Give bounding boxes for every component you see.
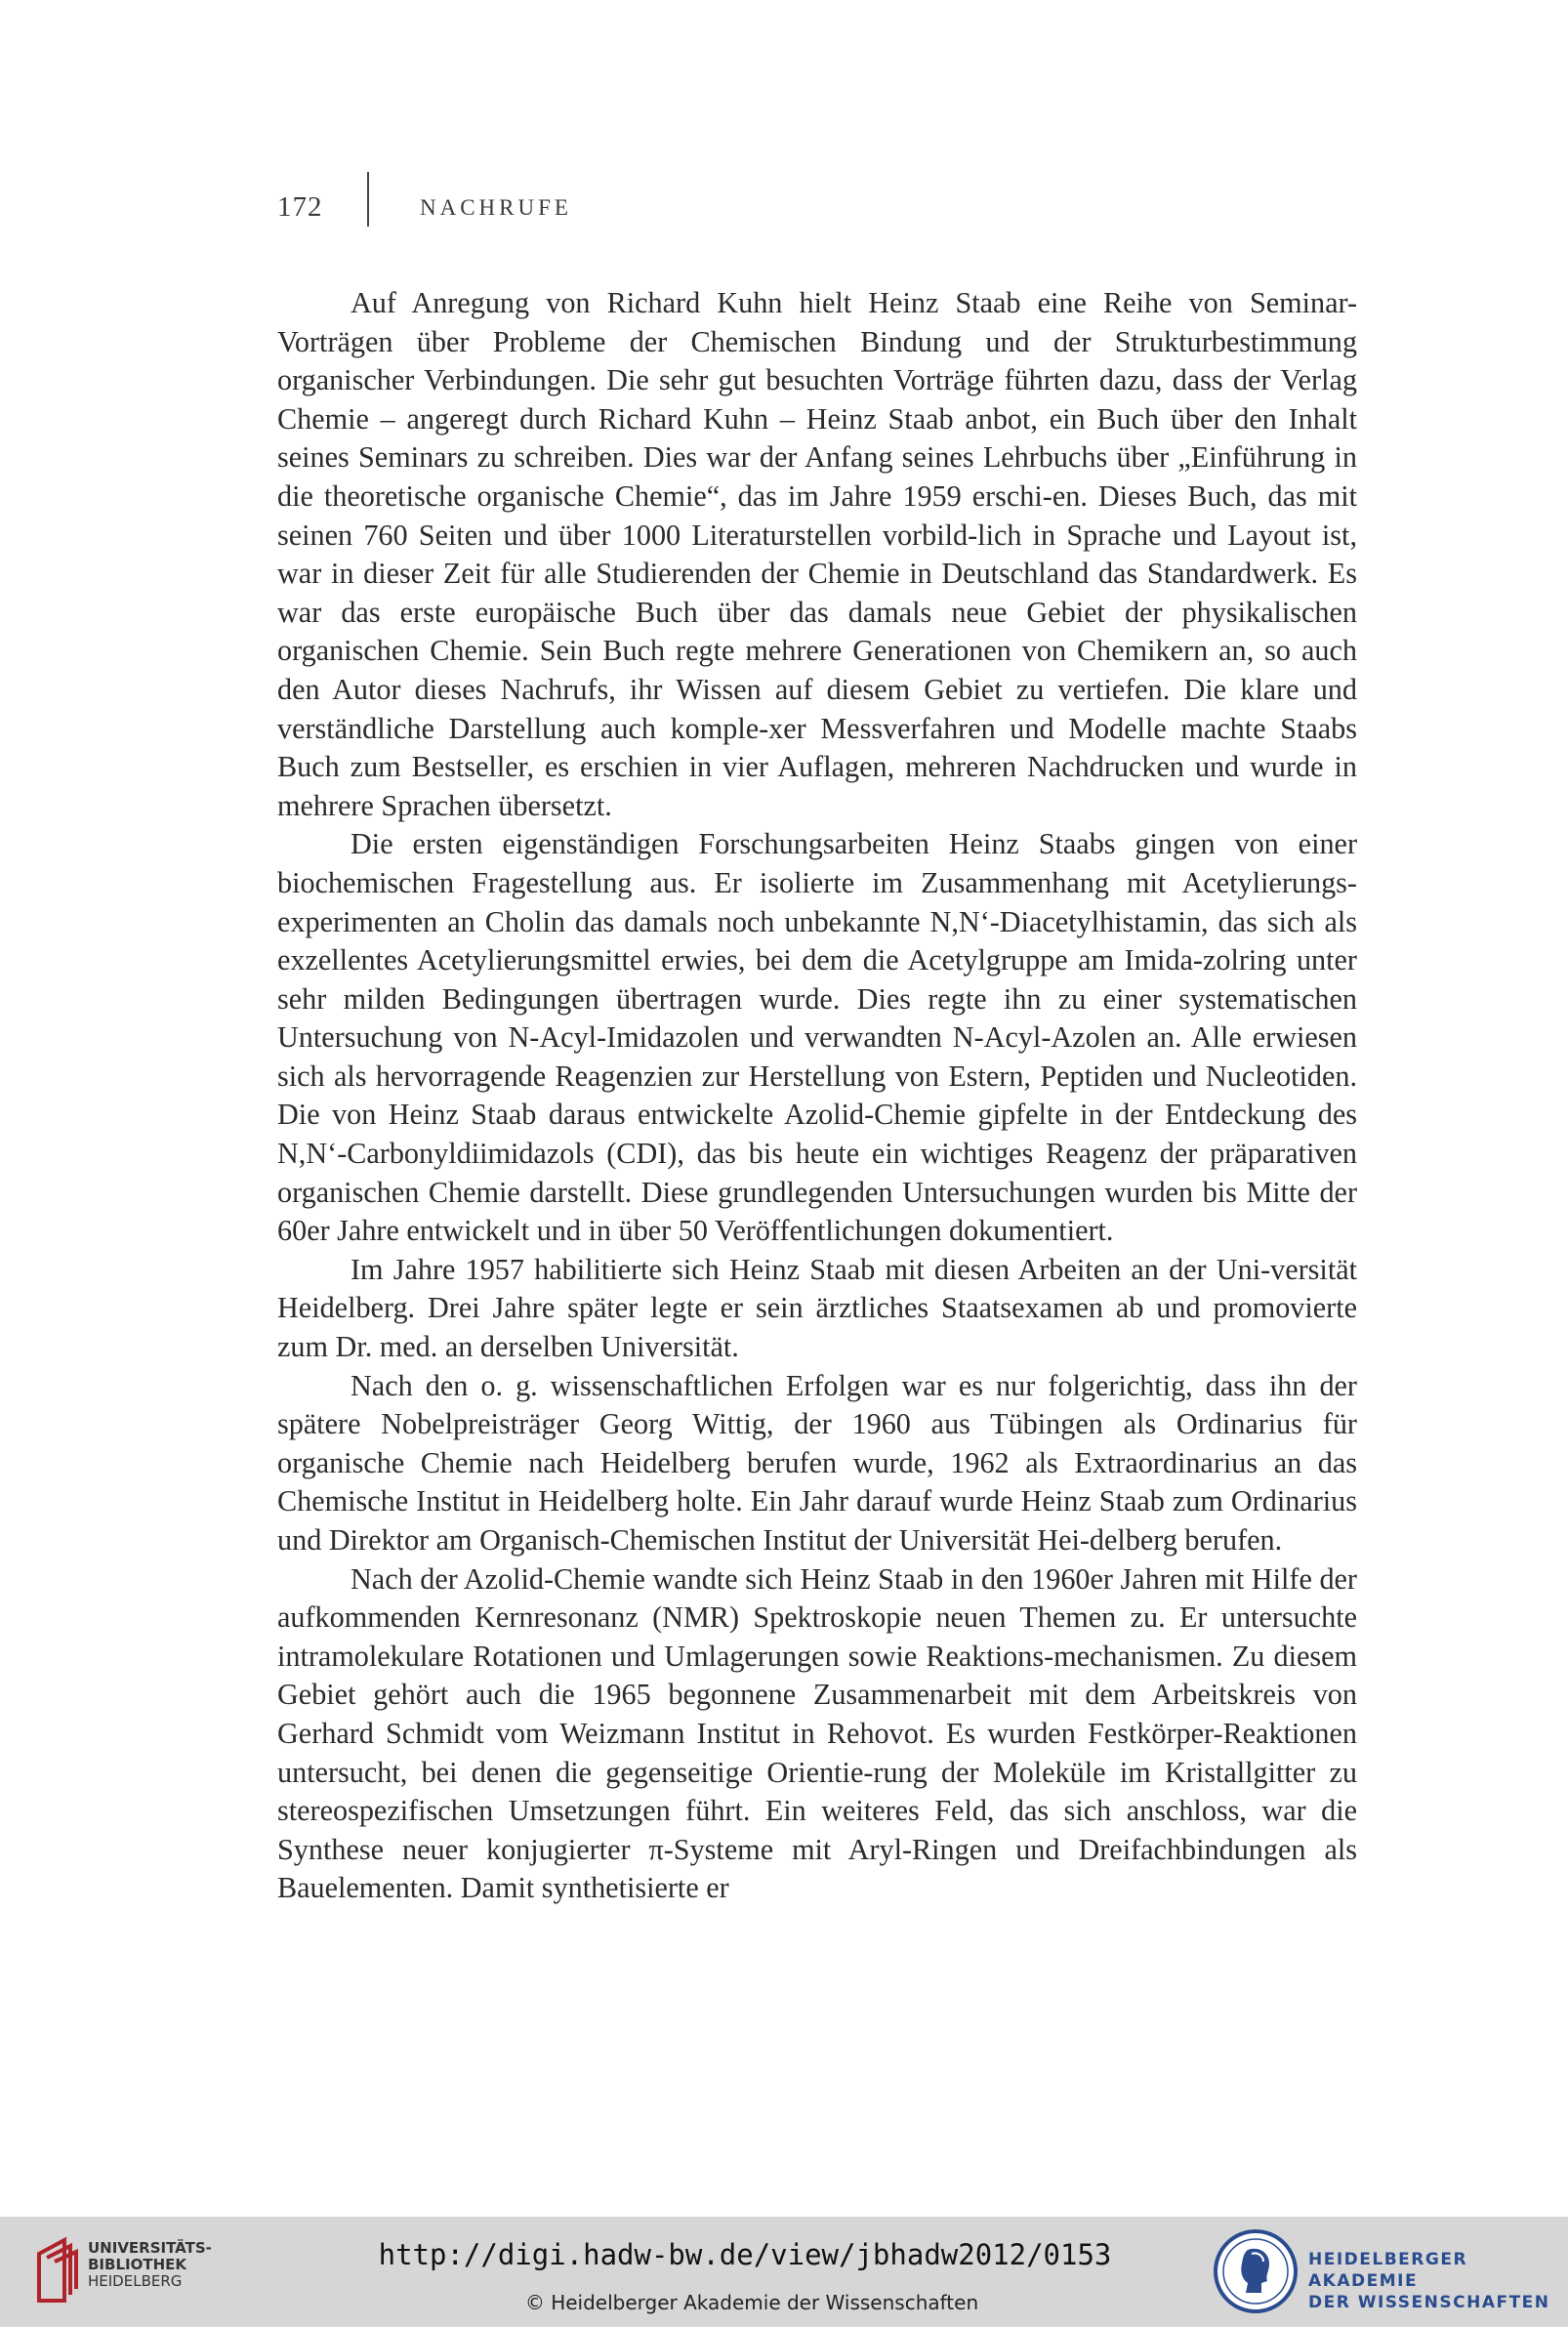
paragraph: Die ersten eigenständigen Forschungsarbeiten Heinz Staabs gingen von einer biochemischen Fragestellung aus. Er isolierte im Zusammenhang mit Acetylierungs-experimenten an Cholin das damals noch unbekannte N,N‘-Diacetylhistamin, das sich als exzellentes Acetylierungsmittel erwies, bei dem die Acetylgruppe am Imida-zolring unter sehr milden Bedingungen übertragen wurde. Dies regte ihn zu einer systematischen Untersuchung von N-Acyl-Imidazolen und verwandten N-Acyl-Azolen an. Alle erwiesen sich als hervorragende Reagenzien zur Herstellung von Estern, Peptiden und Nucleotiden. Die von Heinz Staab daraus entwickelte Azolid-Chemie gipfelte in der Entdeckung des N,N‘-Carbonyldiimidazols (CDI), das bis heute ein wichtiges Reagenz der präparativen organischen Chemie darstellt. Diese grundlegenden Untersuchungen wurden bis Mitte der 60er Jahre entwickelt und in über 50 Veröffentlichungen dokumentiert. [277,827,1357,1248]
library-name-line: UNIVERSITÄTS- [88,2239,212,2257]
page-number: 172 [277,191,323,223]
copyright-notice: © Heidelberger Akademie der Wissenschaften [524,2291,979,2314]
paragraph: Im Jahre 1957 habilitierte sich Heinz Staab mit diesen Arbeiten an der Uni-versität Heidelberg. Drei Jahre später legte er sein ärztliches Staatsexamen ab und promovierte zum Dr. med. an derselben Universität. [277,1252,1357,1364]
academy-name-line: DER WISSENSCHAFTEN [1308,2293,1550,2312]
header-divider [367,172,369,227]
paragraph: Nach der Azolid-Chemie wandte sich Heinz Staab in den 1960er Jahren mit Hilfe der aufkommenden Kernresonanz (NMR) Spektroskopie neuen Themen zu. Er untersuchte intramolekulare Rotationen und Umlagerungen sowie Reaktions-mechanismen. Zu diesem Gebiet gehört auch die 1965 begonnene Zusammenarbeit mit dem Arbeitskreis von Gerhard Schmidt vom Weizmann Institut in Rehovot. Es wurden Festkörper-Reaktionen untersucht, bei denen die gegenseitige Orientie-rung der Moleküle im Kristallgitter zu stereospezifischen Umsetzungen führt. Ein weiteres Feld, das sich anschloss, war die Synthese neuer konjugierter π-Systeme mit Aryl-Ringen und Dreifachbindungen als Bauelementen. Damit synthetisierte er [277,1561,1357,1905]
library-name-line: HEIDELBERG [88,2272,183,2290]
digitization-footer [0,2217,1568,2327]
academy-name [1308,2249,1568,2313]
paragraph: Nach den o. g. wissenschaftlichen Erfolgen war es nur folgerichtig, dass ihn der spätere Nobelpreisträger Georg Wittig, der 1960 aus Tübingen als Ordinarius für organische Chemie nach Heidelberg berufen wurde, 1962 als Extraordinarius an das Chemische Institut in Heidelberg holte. Ein Jahr darauf wurde Heinz Staab zum Ordinarius und Direktor am Organisch-Chemischen Institut der Universität Hei-delberg berufen. [277,1368,1357,1557]
body-text [277,284,1357,1908]
academy-seal-icon[interactable] [1213,2228,1299,2314]
permalink-url[interactable]: http://digi.hadw-bw.de/view/jbhadw2012/0153 [378,2238,1112,2271]
library-name-line: BIBLIOTHEK [88,2256,186,2273]
academy-name-line: HEIDELBERGER AKADEMIE [1308,2250,1468,2291]
paragraph: Auf Anregung von Richard Kuhn hielt Heinz Staab eine Reihe von Seminar-Vorträgen über Probleme der Chemischen Bindung und der Strukturbestimmung organischer Verbindungen. Die sehr gut besuchten Vorträge führten dazu, dass der Verlag Chemie – angeregt durch Richard Kuhn – Heinz Staab anbot, ein Buch über den Inhalt seines Seminars zu schreiben. Dies war der Anfang seines Lehrbuchs über „Einführung in die theoretische organische Chemie“, das im Jahre 1959 erschi-en. Dieses Buch, das mit seinen 760 Seiten und über 1000 Literaturstellen vorbild-lich in Sprache und Layout ist, war in dieser Zeit für alle Studierenden der Chemie in Deutschland das Standardwerk. Es war das erste europäische Buch über das damals neue Gebiet der physikalischen organischen Chemie. Sein Buch regte mehrere Generationen von Chemikern an, so auch den Autor dieses Nachrufs, ihr Wissen auf diesem Gebiet zu vertiefen. Die klare und verständliche Darstellung auch komple-xer Messverfahren und Modelle machte Staabs Buch zum Bestseller, es erschien in vier Auflagen, mehreren Nachdrucken und wurde in mehrere Sprachen übersetzt. [277,286,1357,822]
section-title: NACHRUFE [420,195,572,220]
